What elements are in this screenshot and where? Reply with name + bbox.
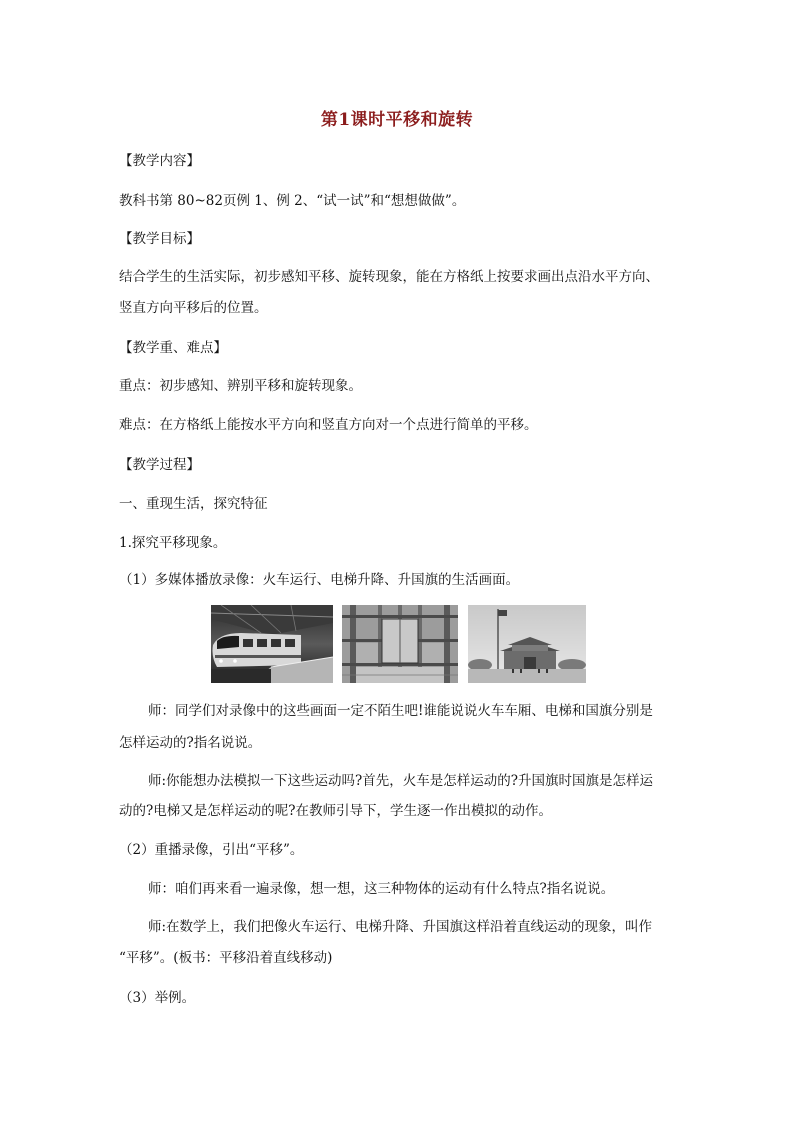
goal-text-line-2: 竖直方向平移后的位置。 [119, 300, 268, 316]
elevator-photo [342, 605, 458, 683]
paragraph-2-line-1: 师:你能想办法模拟一下这些运动吗?首先，火车是怎样运动的?升国旗时国旗是怎样运 [148, 773, 654, 789]
sub-step-three: （3）举例。 [119, 990, 196, 1006]
paragraph-1-line-2: 怎样运动的?指名说说。 [119, 735, 262, 751]
train-photo [211, 605, 333, 683]
difficulty-text: 难点：在方格纸上能按水平方向和竖直方向对一个点进行简单的平移。 [119, 417, 538, 433]
content-text: 教科书第 80~82页例 1、例 2、“试一试”和“想想做做”。 [119, 193, 466, 209]
sub-step-two: （2）重播录像，引出“平移”。 [119, 842, 304, 858]
key-difficulty-heading: 【教学重、难点】 [119, 340, 227, 356]
page-title: 第1课时平移和旋转 [320, 110, 474, 130]
paragraph-4-line-1: 师:在数学上，我们把像火车运行、电梯升降、升国旗这样沿着直线运动的现象，叫作 [148, 919, 653, 935]
part-one-heading: 一、重现生活，探究特征 [119, 496, 268, 512]
paragraph-2-line-2: 动的?电梯又是怎样运动的呢?在教师引导下，学生逐一作出模拟的动作。 [119, 803, 552, 819]
content-heading: 【教学内容】 [119, 153, 200, 169]
process-heading: 【教学过程】 [119, 457, 200, 473]
photo-row [211, 605, 591, 683]
paragraph-4-line-2: “平移”。(板书：平移沿着直线移动) [119, 950, 333, 966]
paragraph-3: 师：咱们再来看一遍录像，想一想，这三种物体的运动有什么特点?指名说说。 [148, 881, 615, 897]
key-point-text: 重点：初步感知、辨别平移和旋转现象。 [119, 378, 362, 394]
flag-raising-photo [468, 605, 586, 683]
goal-text-line-1: 结合学生的生活实际，初步感知平移、旋转现象，能在方格纸上按要求画出点沿水平方向、 [119, 269, 659, 285]
step-one-text: 1.探究平移现象。 [119, 535, 227, 551]
goal-heading: 【教学目标】 [119, 231, 200, 247]
sub-step-one: （1）多媒体播放录像：火车运行、电梯升降、升国旗的生活画面。 [119, 572, 520, 588]
paragraph-1-line-1: 师：同学们对录像中的这些画面一定不陌生吧!谁能说说火车车厢、电梯和国旗分别是 [148, 703, 653, 719]
